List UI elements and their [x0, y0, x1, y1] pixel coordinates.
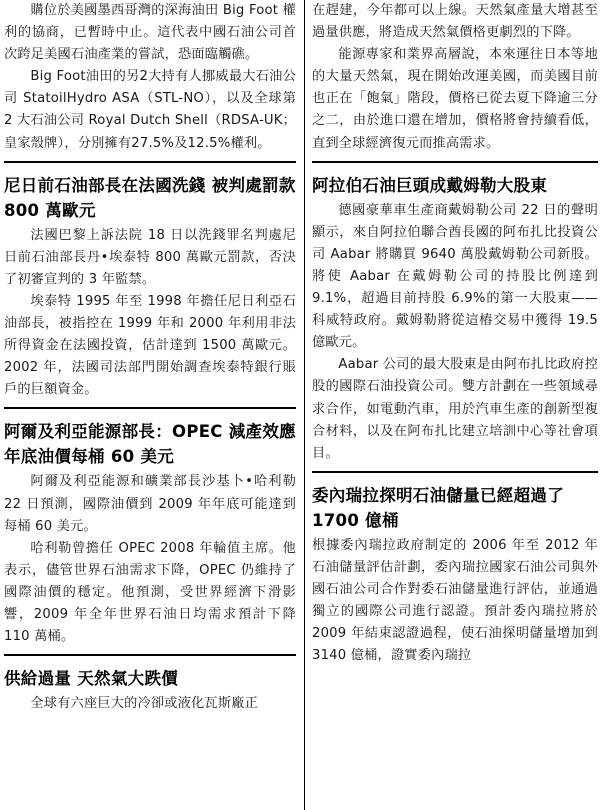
intro-paragraph-2: Big Foot油田的另2大持有人挪威最大石油公司 StatoilHydro ASA（STL-NO），以及全球第 2 大石油公司 Royal Dutch Shell（RDSA-UK；皇家殼牌），分別擁有27.5%及12.5%權利。	[4, 69, 296, 151]
article-1-paragraph-1: 法國巴黎上訴法院 18 日以洗錢罪名判處尼日前石油部長丹•埃泰特 800 萬歐元罰款，否決了初審宣判的 3 年監禁。	[4, 227, 296, 287]
article-5-headline: 委內瑞拉探明石油儲量已經超過了 1700 億桶	[312, 485, 564, 530]
article-4-paragraph-2: Aabar 公司的最大股東是由阿布扎比政府控股的國際石油投資公司。雙方計劃在一些領域尋求合作，如電動汽車，用於汽車生產的創新型複合材料，以及在阿布扎比建立培訓中心等社會項目。	[312, 357, 598, 461]
article-2-paragraph-2: 哈利勒曾擔任 OPEC 2008 年輪值主席。他表示，儘管世界石油需求下降，OPEC 仍維持了國際油價的穩定。他預測，受世界經濟下滑影響，2009 年全年世界石油日均需求預計下降 110 萬桶。	[4, 540, 296, 645]
continued-paragraph-2: 能源專家和業界高層說，本來運往日本等地的大量天然氣，現在開始改運美國，而美國目前也正在「飽氣」階段，價格已從去夏下降逾三分之二，由於進口還在增加，價格將會持續看低，直到全球經濟復元而推高需求。	[312, 47, 598, 151]
article-1-paragraph-2: 埃泰特 1995 年至 1998 年擔任尼日利亞石油部長，被指控在 1999 年和 2000 年利用非法所得資金在法國投資，估計達到 1500 萬歐元。2002 年，法國司法部門開始調查埃泰特銀行賬戶的巨額資金。	[4, 293, 296, 398]
left-column	[4, 0, 296, 810]
section-rule	[312, 471, 598, 473]
article-5-paragraph-1: 根據委內瑞拉政府制定的 2006 年至 2012 年石油儲量評估計劃，委內瑞拉國家石油公司與外國石油公司合作對委石油儲量進行評估，並通過獨立的國際公司進行認證。預計委內瑞拉將於 2009 年結束認證過程，使石油探明儲量增加到 3140 億桶，證實委內瑞拉	[312, 537, 598, 664]
article-1-headline: 尼日前石油部長在法國洗錢 被判處罰款 800 萬歐元	[4, 175, 296, 220]
article-3-headline: 供給過量 天然氣大跌價	[4, 669, 179, 689]
article-3-paragraph-1: 全球有六座巨大的冷卻或液化瓦斯廠正	[30, 696, 258, 712]
section-rule	[4, 407, 296, 409]
column-divider	[304, 0, 305, 810]
intro-paragraph-1: 購位於美國墨西哥灣的深海油田 Big Foot 權利的協商，已暫時中止。這代表中國石油公司首次跨足美國石油產業的嘗試，恐面臨觸礁。	[4, 3, 296, 63]
article-4-headline: 阿拉伯石油巨頭成戴姆勒大股東	[312, 175, 548, 195]
right-column	[312, 0, 598, 810]
article-2-headline: 阿爾及利亞能源部長：OPEC 減產效應年底油價每桶 60 美元	[4, 422, 296, 467]
continued-paragraph-1: 在趕建，今年都可以上線。天然氣產量大增甚至過量供應，將造成天然氣價格更劇烈的下降。	[312, 3, 598, 41]
article-2-paragraph-1: 阿爾及利亞能源和礦業部長沙基卜•哈利勒 22 日預測，國際油價到 2009 年年底可能達到每桶 60 美元。	[4, 474, 296, 534]
section-rule	[312, 161, 598, 163]
article-4-paragraph-1: 德國豪華車生產商戴姆勒公司 22 日的聲明顯示，來自阿拉伯聯合酋長國的阿布扎比投資公司 Aabar 將購買 9640 萬股戴姆勒公司新股。將使 Aabar 在戴姆勒公司的持股比例達到 9.1%，超過目前持股 6.9%的第一大股東——科威特政府。戴姆勒將從這樁交易中獲得 19.5 億歐元。	[312, 202, 598, 351]
section-rule	[4, 654, 296, 656]
section-rule	[4, 161, 296, 163]
